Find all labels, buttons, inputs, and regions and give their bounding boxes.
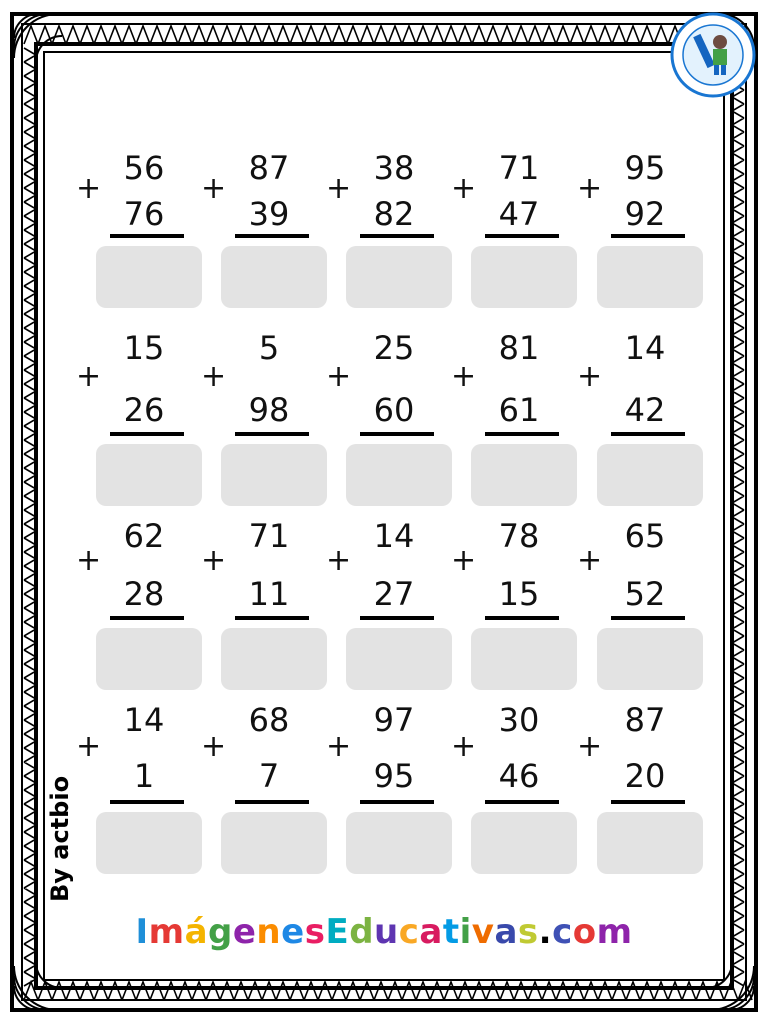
worksheet [42, 56, 726, 980]
addend-top: 95 [624, 149, 666, 187]
plus-sign: + [326, 171, 352, 206]
addend-bottom: 61 [498, 391, 540, 429]
plus-sign: + [201, 729, 227, 764]
sum-line [360, 616, 434, 620]
plus-sign: + [451, 729, 477, 764]
addend-top: 5 [258, 329, 280, 367]
addend-top: 68 [248, 701, 290, 739]
sum-line [611, 616, 685, 620]
addend-bottom: 7 [258, 757, 280, 795]
plus-sign: + [201, 543, 227, 578]
sum-line [485, 616, 559, 620]
addend-bottom: 60 [373, 391, 415, 429]
sum-line [235, 432, 309, 436]
plus-sign: + [577, 543, 603, 578]
plus-sign: + [76, 171, 102, 206]
plus-sign: + [76, 359, 102, 394]
addend-bottom: 28 [123, 575, 165, 613]
sum-line [110, 800, 184, 804]
addend-top: 81 [498, 329, 540, 367]
addend-top: 78 [498, 517, 540, 555]
addend-bottom: 52 [624, 575, 666, 613]
sum-line [360, 800, 434, 804]
addend-top: 14 [624, 329, 666, 367]
addend-bottom: 95 [373, 757, 415, 795]
addend-bottom: 47 [498, 195, 540, 233]
brand-footer [0, 912, 768, 952]
addend-bottom: 92 [624, 195, 666, 233]
sum-line [611, 234, 685, 238]
addend-bottom: 26 [123, 391, 165, 429]
brand-letter: c [552, 912, 573, 952]
addend-top: 87 [248, 149, 290, 187]
answer-box[interactable] [96, 444, 202, 506]
answer-box[interactable] [346, 444, 452, 506]
brand-letter: d [349, 912, 375, 952]
addend-bottom: 76 [123, 195, 165, 233]
answer-box[interactable] [597, 628, 703, 690]
answer-box[interactable] [597, 812, 703, 874]
answer-box[interactable] [471, 812, 577, 874]
sum-line [110, 616, 184, 620]
brand-letter: v [471, 912, 495, 952]
brand-letter: n [256, 912, 282, 952]
plus-sign: + [201, 359, 227, 394]
addend-top: 65 [624, 517, 666, 555]
answer-box[interactable] [346, 812, 452, 874]
brand-letter: E [325, 912, 350, 952]
brand-letter: . [538, 912, 553, 952]
brand-letter: e [281, 912, 305, 952]
plus-sign: + [577, 359, 603, 394]
brand-letter: i [459, 912, 472, 952]
sum-line [360, 432, 434, 436]
addend-top: 71 [248, 517, 290, 555]
sum-line [110, 432, 184, 436]
addend-top: 14 [123, 701, 165, 739]
brand-letter: c [398, 912, 420, 952]
addend-bottom: 42 [624, 391, 666, 429]
brand-letter: s [304, 912, 326, 952]
addend-top: 38 [373, 149, 415, 187]
brand-letter: t [442, 912, 460, 952]
plus-sign: + [577, 171, 603, 206]
addend-bottom: 15 [498, 575, 540, 613]
addend-top: 56 [123, 149, 165, 187]
sum-line [235, 800, 309, 804]
answer-box[interactable] [221, 246, 327, 308]
brand-letter: g [208, 912, 233, 952]
answer-box[interactable] [471, 246, 577, 308]
plus-sign: + [326, 729, 352, 764]
addend-bottom: 27 [373, 575, 415, 613]
sum-line [485, 432, 559, 436]
addend-top: 71 [498, 149, 540, 187]
answer-box[interactable] [471, 444, 577, 506]
answer-box[interactable] [96, 628, 202, 690]
addend-bottom: 11 [248, 575, 290, 613]
answer-box[interactable] [471, 628, 577, 690]
sum-line [611, 800, 685, 804]
plus-sign: + [451, 543, 477, 578]
sum-line [110, 234, 184, 238]
addend-bottom: 82 [373, 195, 415, 233]
answer-box[interactable] [96, 246, 202, 308]
addend-top: 97 [373, 701, 415, 739]
brand-letter: m [596, 912, 633, 952]
plus-sign: + [76, 729, 102, 764]
addend-bottom: 46 [498, 757, 540, 795]
addend-top: 30 [498, 701, 540, 739]
brand-letter: s [517, 912, 539, 952]
brand-letter: m [148, 912, 185, 952]
sum-line [485, 800, 559, 804]
plus-sign: + [451, 171, 477, 206]
brand-letter: o [572, 912, 597, 952]
answer-box[interactable] [221, 444, 327, 506]
addend-top: 62 [123, 517, 165, 555]
plus-sign: + [326, 359, 352, 394]
addend-top: 14 [373, 517, 415, 555]
addend-top: 87 [624, 701, 666, 739]
addend-bottom: 98 [248, 391, 290, 429]
brand-letter: I [135, 912, 149, 952]
addend-top: 15 [123, 329, 165, 367]
answer-box[interactable] [597, 444, 703, 506]
sum-line [611, 432, 685, 436]
brand-letter: e [232, 912, 257, 952]
answer-box[interactable] [221, 812, 327, 874]
brand-letter: á [184, 912, 209, 952]
plus-sign: + [201, 171, 227, 206]
sum-line [235, 616, 309, 620]
answer-box[interactable] [597, 246, 703, 308]
answer-box[interactable] [221, 628, 327, 690]
addend-bottom: 1 [133, 757, 155, 795]
sum-line [235, 234, 309, 238]
plus-sign: + [451, 359, 477, 394]
brand-letter: u [374, 912, 399, 952]
sum-line [485, 234, 559, 238]
author-credit: By actbio [46, 775, 74, 902]
plus-sign: + [577, 729, 603, 764]
answer-box[interactable] [96, 812, 202, 874]
answer-box[interactable] [346, 246, 452, 308]
brand-letter: a [494, 912, 518, 952]
sum-line [360, 234, 434, 238]
addend-top: 25 [373, 329, 415, 367]
brand-letter: a [419, 912, 443, 952]
plus-sign: + [326, 543, 352, 578]
answer-box[interactable] [346, 628, 452, 690]
addend-bottom: 39 [248, 195, 290, 233]
plus-sign: + [76, 543, 102, 578]
addend-bottom: 20 [624, 757, 666, 795]
